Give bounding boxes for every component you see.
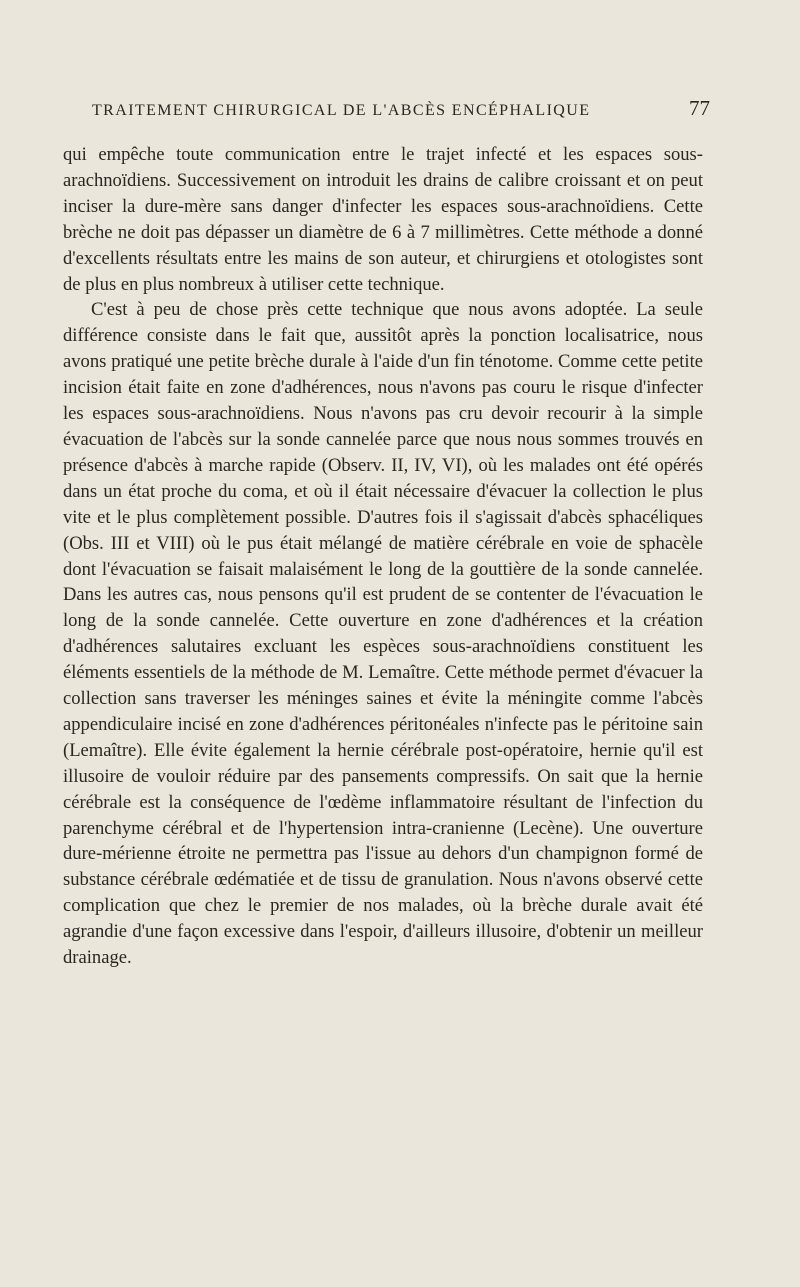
page-header xyxy=(92,96,710,121)
page-number: 77 xyxy=(689,96,710,120)
paragraph-continued: qui empêche toute communication entre le trajet infecté et les espaces sous-arachnoïdiens. Successivement on introduit les drains de calibre croissant et on peut inciser la dure-mère sans danger d'infecter les espaces sous-arachnoïdiens. Cette brèche ne doit pas dépasser un diamètre de 6 à 7 millimètres. Cette méthode a donné d'excellents résultats entre les mains de son auteur, et chirurgiens et otologistes sont de plus en plus nombreux à utiliser cette technique. xyxy=(63,144,703,295)
running-title: TRAITEMENT CHIRURGICAL DE L'ABCÈS ENCÉPHALIQUE xyxy=(92,102,591,119)
body-text xyxy=(63,142,703,971)
paragraph: C'est à peu de chose près cette technique que nous avons adoptée. La seule différence consiste dans le fait que, aussitôt après la ponction localisatrice, nous avons pratiqué une petite brèche durale à l'aide d'un fin ténotome. Comme cette petite incision était faite en zone d'adhérences, nous n'avons pas couru le risque d'infecter les espaces sous-arachnoïdiens. Nous n'avons pas cru devoir recourir à la simple évacuation de l'abcès sur la sonde cannelée parce que nous nous sommes trouvés en présence d'abcès à marche rapide (Observ. II, IV, VI), où les malades ont été opérés dans un état proche du coma, et où il était nécessaire d'évacuer la collection le plus vite et le plus complètement possible. D'autres fois il s'agissait d'abcès sphacéliques (Obs. III et VIII) où le pus était mélangé de matière cérébrale en voie de sphacèle dont l'évacuation se faisait malaisément le long de la gouttière de la sonde cannelée. Dans les autres cas, nous pensons qu'il est prudent de se contenter de l'évacuation le long de la sonde cannelée. Cette ouverture en zone d'adhérences et la création d'adhérences salutaires excluant les espèces sous-arachnoïdiens constituent les éléments essentiels de la méthode de M. Lemaître. Cette méthode permet d'évacuer la collection sans traverser les méninges saines et évite la méningite comme l'abcès appendiculaire incisé en zone d'adhérences péritonéales n'infecte pas le péritoine sain (Lemaître). Elle évite également la hernie cérébrale post-opératoire, hernie qu'il est illusoire de vouloir réduire par des pansements compressifs. On sait que la hernie cérébrale est la conséquence de l'œdème inflammatoire résultant de l'infection du parenchyme cérébral et de l'hypertension intra-cranienne (Lecène). Une ouverture dure-mérienne étroite ne permettra pas l'issue au dehors d'un champignon formé de substance cérébrale œdématiée et de tissu de granulation. Nous n'avons observé cette complication que chez le premier de nos malades, où la brèche durale avait été agrandie d'une façon excessive dans l'espoir, d'ailleurs illusoire, d'obtenir un meilleur drainage. xyxy=(63,299,703,969)
